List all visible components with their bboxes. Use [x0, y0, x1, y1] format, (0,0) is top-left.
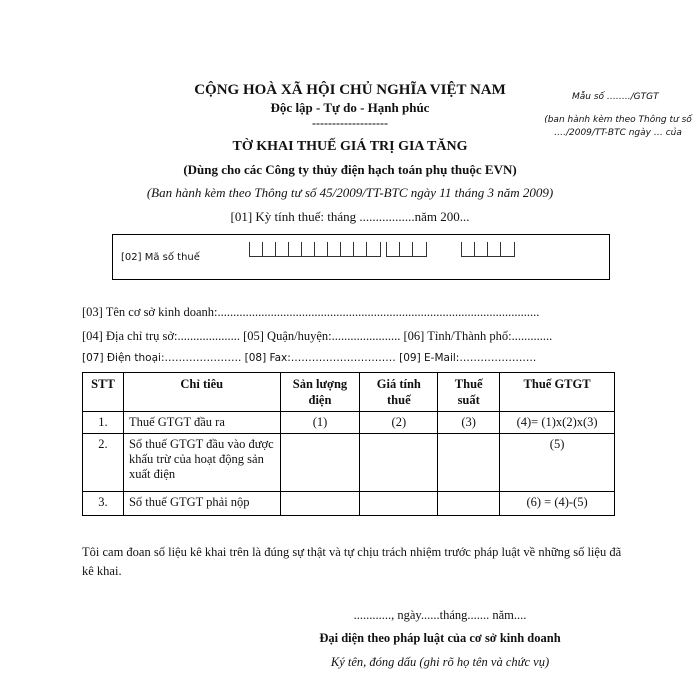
header-output: Sản lượng điện [280, 373, 360, 412]
header-rate: Thuế suất [438, 373, 500, 412]
row-price [360, 434, 438, 492]
header-stt: STT [83, 373, 124, 412]
circular-reference: (Ban hành kèm theo Thông tư số 45/2009/TT-BTC ngày 11 tháng 3 năm 2009) [146, 185, 554, 200]
signature-date-line: ............, ngày......tháng....... năm.... [353, 608, 527, 622]
tax-id-digit-cell [461, 242, 475, 257]
header-price: Giá tính thuế [360, 373, 438, 412]
address-field: [04] Địa chỉ trụ sở:.................... [05] Quận/huyện:...................... [06] Tỉnh/Thành phố:............. [82, 329, 553, 343]
declaration-text: Tôi cam đoan số liệu kê khai trên là đúng sự thật và tự chịu trách nhiệm trước pháp luật về những số liệu đã kê khai. [82, 545, 622, 578]
row-item: Số thuế GTGT phải nộp [123, 492, 280, 516]
tax-id-box [112, 234, 610, 280]
tax-id-digit-cell [262, 242, 276, 257]
document-title: TỜ KHAI THUẾ GIÁ TRỊ GIA TĂNG [232, 139, 468, 154]
tax-id-digit-cell [340, 242, 354, 257]
tax-id-digit-cell [386, 242, 400, 257]
row-output: (1) [280, 412, 360, 434]
table-row [83, 412, 615, 434]
motto-divider: ------------------- [312, 116, 388, 130]
business-name-field: [03] Tên cơ sở kinh doanh:....................................................................................................... [82, 305, 540, 319]
row-price: (2) [360, 412, 438, 434]
row-price [360, 492, 438, 516]
tax-id-digit-cell [353, 242, 367, 257]
table-row [83, 434, 615, 492]
tax-id-digit-cell [275, 242, 289, 257]
row-rate [438, 492, 500, 516]
row-output [280, 434, 360, 492]
document-subtitle: (Dùng cho các Công ty thủy điện hạch toán phụ thuộc EVN) [183, 162, 517, 177]
tax-id-digit-cell [487, 242, 501, 257]
row-stt: 3. [83, 492, 124, 516]
row-vat: (5) [500, 434, 615, 492]
row-stt: 2. [83, 434, 124, 492]
signature-instruction: Ký tên, đóng dấu (ghi rõ họ tên và chức vụ) [330, 655, 550, 669]
tax-id-digit-cell [500, 242, 515, 257]
row-stt: 1. [83, 412, 124, 434]
tax-id-label: [02] Mã số thuế [121, 252, 200, 263]
header-vat: Thuế GTGT [500, 373, 615, 412]
row-item: Số thuế GTGT đầu vào được khấu trừ của hoạt động sản xuất điện [123, 434, 280, 492]
row-vat: (4)= (1)x(2)x(3) [500, 412, 615, 434]
row-item: Thuế GTGT đầu ra [123, 412, 280, 434]
header-item: Chỉ tiêu [123, 373, 280, 412]
tax-id-digit-cell [249, 242, 263, 257]
tax-id-digit-cell [314, 242, 328, 257]
tax-id-digit-cell [412, 242, 427, 257]
tax-id-digit-cell [474, 242, 488, 257]
contact-field: [07] Điện thoại:…………………. [08] Fax:………………………… [09] E-Mail:…………………. [82, 352, 537, 364]
table-row [83, 492, 615, 516]
tax-period-line: [01] Kỳ tính thuế: tháng .................năm 200... [230, 209, 470, 224]
tax-id-digit-cell [301, 242, 315, 257]
row-vat: (6) = (4)-(5) [500, 492, 615, 516]
national-motto: Độc lập - Tự do - Hạnh phúc [270, 100, 430, 115]
vat-table [82, 372, 615, 516]
tax-id-digit-cell [366, 242, 381, 257]
legal-representative-label: Đại diện theo pháp luật của cơ sở kinh doanh [319, 631, 561, 645]
tax-id-digit-cell [327, 242, 341, 257]
tax-id-digit-cell [288, 242, 302, 257]
national-header: CỘNG HOÀ XÃ HỘI CHỦ NGHĨA VIỆT NAM [194, 82, 506, 98]
form-issuance-note: (ban hành kèm theo Thông tư số …./2009/TT-BTC ngày … của [544, 115, 692, 138]
tax-id-digit-cell [399, 242, 413, 257]
row-rate [438, 434, 500, 492]
row-rate: (3) [438, 412, 500, 434]
form-number: Mẫu số ……../GTGT [572, 92, 659, 102]
row-output [280, 492, 360, 516]
